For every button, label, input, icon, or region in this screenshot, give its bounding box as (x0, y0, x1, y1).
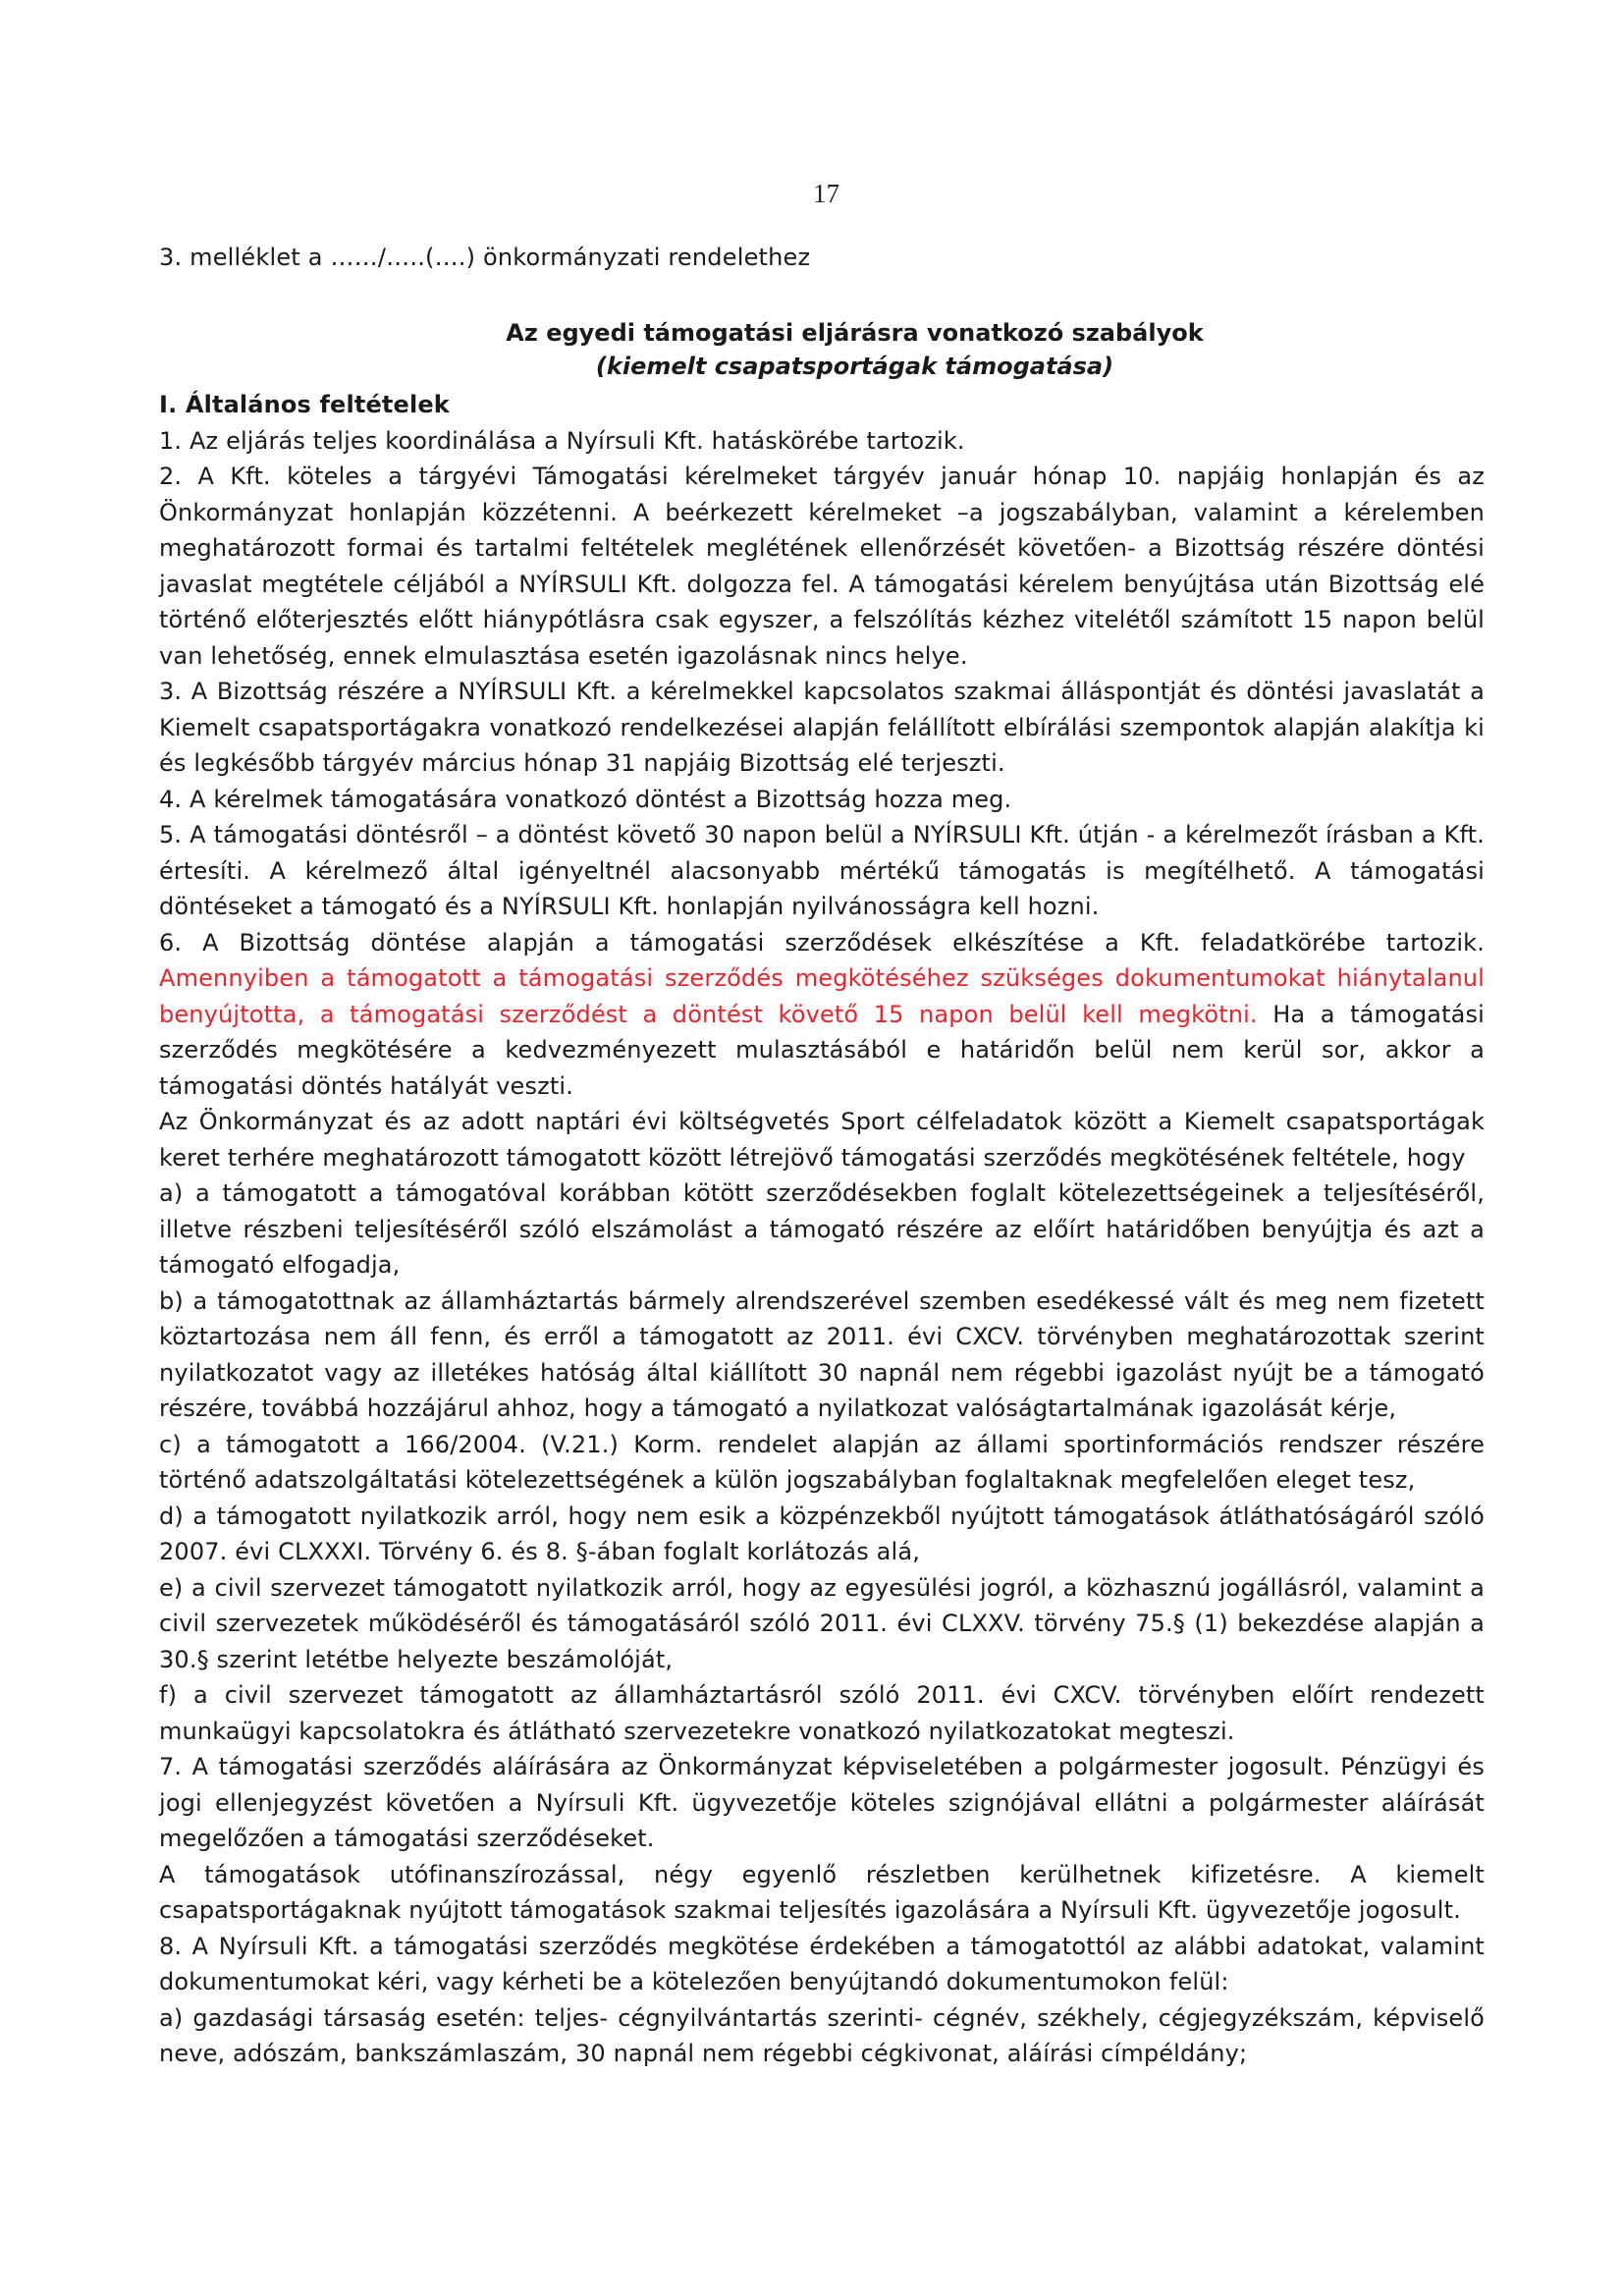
document-heading (0, 316, 1623, 383)
paragraph-8-a: a) gazdasági társaság esetén: teljes- cégnyilvántartás szerinti- cégnév, székhely, cégjegyzékszám, képviselő neve, adószám, bankszámlaszám, 30 napnál nem régebbi cégkivonat, aláírási címpéldány; (159, 2003, 1485, 2067)
paragraph-4: 4. A kérelmek támogatására vonatkozó döntést a Bizottság hozza meg. (159, 785, 1012, 813)
condition-c: c) a támogatott a 166/2004. (V.21.) Korm. rendelet alapján az állami sportinformációs rendszer részére történő adatszolgáltatási kötelezettségének a külön jogszabályban foglaltaknak megfelelően eleget tesz, (159, 1430, 1485, 1494)
paragraph-conditions-intro: Az Önkormányzat és az adott naptári évi költségvetés Sport célfeladatok között a Kiemelt csapatsportágak keret terhére meghatározott támogatott között létrejövő támogatási szerződés megkötésének feltétele, hogy (159, 1108, 1485, 1172)
page-number: 17 (813, 179, 839, 208)
paragraph-6-start: 6. A Bizottság döntése alapján a támogatási szerződések elkészítése a Kft. feladatkörébe tartozik. (159, 928, 1485, 957)
condition-b: b) a támogatottnak az államháztartás bármely alrendszerével szemben esedékessé vált és meg nem fizetett köztartozása nem áll fenn, és erről a támogatott az 2011. évi CXCV. törvényben meghatározottak szerint nyilatkozatot vagy az illetékes hatóság által kiállított 30 napnál nem régebbi igazolást nyújt be a támogató részére, továbbá hozzájárul ahhoz, hogy a támogató a nyilatkozat valóságtartalmának igazolását kérje, (159, 1286, 1485, 1422)
heading-subtitle: (kiemelt csapatsportágak támogatása) (595, 353, 1114, 380)
document-body (159, 387, 1485, 2072)
heading-title: Az egyedi támogatási eljárásra vonatkozó szabályok (506, 319, 1204, 347)
highlighted-deadline-text: Amennyiben a támogatott a támogatási szerződés megkötéséhez szükséges dokumentumokat hiánytalanul benyújtotta, a támogatási szerződést a döntést követő 15 napon belül kell megkötni. (159, 964, 1485, 1028)
annex-reference: 3. melléklet a ……/…..(….) önkormányzati rendelethez (159, 244, 811, 271)
paragraph-2: 2. A Kft. köteles a tárgyévi Támogatási kérelmeket tárgyév január hónap 10. napjáig honlapján és az Önkormányzat honlapján közzétenni. A beérkezett kérelmeket –a jogszabályban, valamint a kérelemben meghatározott formai és tartalmi feltételek meglétének ellenőrzését követően- a Bizottság részére döntési javaslat megtétele céljából a NYÍRSULI Kft. dolgozza fel. A támogatási kérelem benyújtása után Bizottság elé történő előterjesztés előtt hiánypótlásra csak egyszer, a felszólítás kézhez vitelétől számított 15 napon belül van lehetőség, ennek elmulasztása esetén igazolásnak nincs helye. (159, 463, 1485, 670)
paragraph-3: 3. A Bizottság részére a NYÍRSULI Kft. a kérelmekkel kapcsolatos szakmai álláspontját és döntési javaslatát a Kiemelt csapatsportágakra vonatkozó rendelkezései alapján felállított elbírálási szempontok alapján alakítja ki és legkésőbb tárgyév március hónap 31 napjáig Bizottság elé terjeszti. (159, 678, 1485, 777)
condition-d: d) a támogatott nyilatkozik arról, hogy nem esik a közpénzekből nyújtott támogatások átláthatóságáról szóló 2007. évi CLXXXI. Törvény 6. és 8. §-ában foglalt korlátozás alá, (159, 1502, 1485, 1565)
paragraph-5: 5. A támogatási döntésről – a döntést követő 30 napon belül a NYÍRSULI Kft. útján - a kérelmezőt írásban a Kft. értesíti. A kérelmező által igényeltnél alacsonyabb mértékű támogatás is megítélhető. A támogatási döntéseket a támogató és a NYÍRSULI Kft. honlapján nyilvánosságra kell hozni. (159, 821, 1485, 920)
paragraph-6-end: Ha a támogatási szerződés megkötésére a kedvezményezett mulasztásából e határidőn belül nem kerül sor, akkor a támogatási döntés hatályát veszti. (159, 1000, 1485, 1100)
condition-f: f) a civil szervezet támogatott az államháztartásról szóló 2011. évi CXCV. törvényben előírt rendezett munkaügyi kapcsolatokra és átlátható szervezetekre vonatkozó nyilatkozatokat megteszi. (159, 1681, 1485, 1745)
condition-a: a) a támogatott a támogatóval korábban kötött szerződésekben foglalt kötelezettségeinek a teljesítéséről, illetve részbeni teljesítéséről szóló elszámolást a támogató részére az előírt határidőben benyújtja és azt a támogató elfogadja, (159, 1179, 1485, 1279)
paragraph-6 (159, 925, 1485, 1105)
condition-e: e) a civil szervezet támogatott nyilatkozik arról, hogy az egyesülési jogról, a közhasznú jogállásról, valamint a civil szervezetek működéséről és támogatásáról szóló 2011. évi CLXXV. törvény 75.§ (1) bekezdése alapján a 30.§ szerint letétbe helyezte beszámolóját, (159, 1573, 1485, 1673)
paragraph-financing: A támogatások utófinanszírozással, négy egyenlő részletben kerülhetnek kifizetésre. A kiemelt csapatsportágaknak nyújtott támogatások szakmai teljesítés igazolására a Nyírsuli Kft. ügyvezetője jogosult. (159, 1860, 1485, 1924)
section-title: I. Általános feltételek (159, 391, 450, 418)
paragraph-1: 1. Az eljárás teljes koordinálása a Nyírsuli Kft. hatáskörébe tartozik. (159, 426, 965, 455)
paragraph-7: 7. A támogatási szerződés aláírására az Önkormányzat képviseletében a polgármester jogosult. Pénzügyi és jogi ellenjegyzést követően a Nyírsuli Kft. ügyvezetője köteles szignójával ellátni a polgármester aláírását megelőzően a támogatási szerződéseket. (159, 1753, 1485, 1852)
paragraph-8: 8. A Nyírsuli Kft. a támogatási szerződés megkötése érdekében a támogatottól az alábbi adatokat, valamint dokumentumokat kéri, vagy kérheti be a kötelezően benyújtandó dokumentumokon felül: (159, 1932, 1485, 1995)
